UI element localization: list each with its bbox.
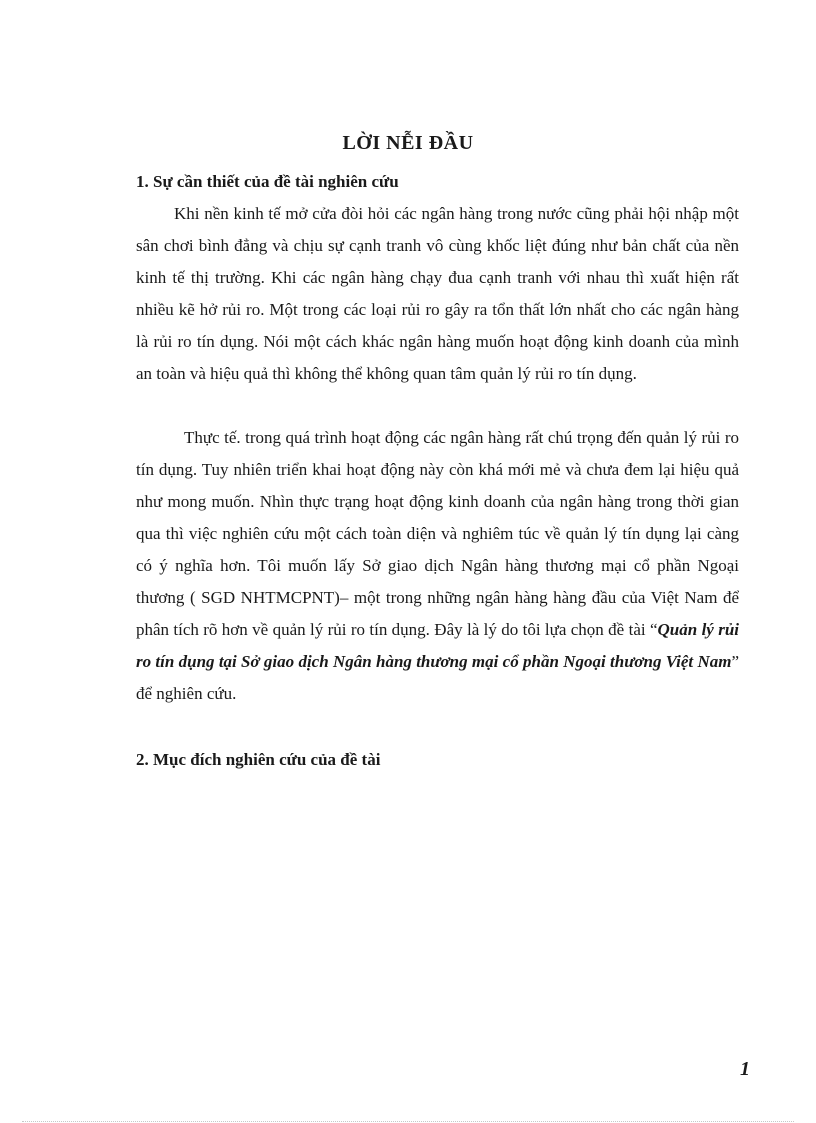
page-bottom-divider [22, 1121, 794, 1122]
paragraph-reality-ending: ” để nghiên cứu. [136, 652, 739, 703]
page-title: LỜI NỄI ĐẦU [342, 132, 474, 154]
page-number: 1 [740, 1058, 750, 1080]
paragraph-reality-text: Thực tế. trong quá trình hoạt động các ngân hàng rất chú trọng đến quản lý rủi ro tín dụng. Tuy nhiên triển khai hoạt động này còn khá mới mẻ và chưa đem lại hiệu quả như mong muốn. Nhìn thực trạng hoạt động kinh doanh của ngân hàng trong thời gian qua thì việc nghiên cứu một cách toàn diện và nghiêm túc về quản lý tín dụng lại càng có ý nghĩa hơn. Tôi muốn lấy Sở giao dịch Ngân hàng thương mại cổ phần Ngoại thương ( SGD NHTMCPNT)– một trong những ngân hàng hàng đầu của Việt Nam để phân tích rõ hơn về quản lý rủi ro tín dụng. Đây là lý do tôi lựa chọn đề tài “ [136, 428, 739, 639]
paragraph-intro: Khi nền kinh tế mở cửa đòi hỏi các ngân hàng trong nước cũng phải hội nhập một sân chơi bình đẳng và chịu sự cạnh tranh vô cùng khốc liệt đúng như bản chất của nền kinh tế thị trường. Khi các ngân hàng chạy đua cạnh tranh với nhau thì xuất hiện rất nhiều kẽ hở rủi ro. Một trong các loại rủi ro gây ra tổn thất lớn nhất cho các ngân hàng là rủi ro tín dụng. Nói một cách khác ngân hàng muốn hoạt động kinh doanh của mình an toàn và hiệu quả thì không thể không quan tâm quản lý rủi ro tín dụng. [136, 204, 739, 383]
thesis-title-emphasis: Quản lý rủi ro tín dụng tại Sở giao dịch Ngân hàng thương mại cổ phần Ngoại thương Việt Nam [136, 620, 740, 671]
section-heading-purpose: 2. Mục đích nghiên cứu của đề tài [136, 750, 381, 769]
paragraph-reality [136, 422, 739, 710]
section-heading-necessity: 1. Sự cần thiết của đề tài nghiên cứu [136, 172, 399, 191]
